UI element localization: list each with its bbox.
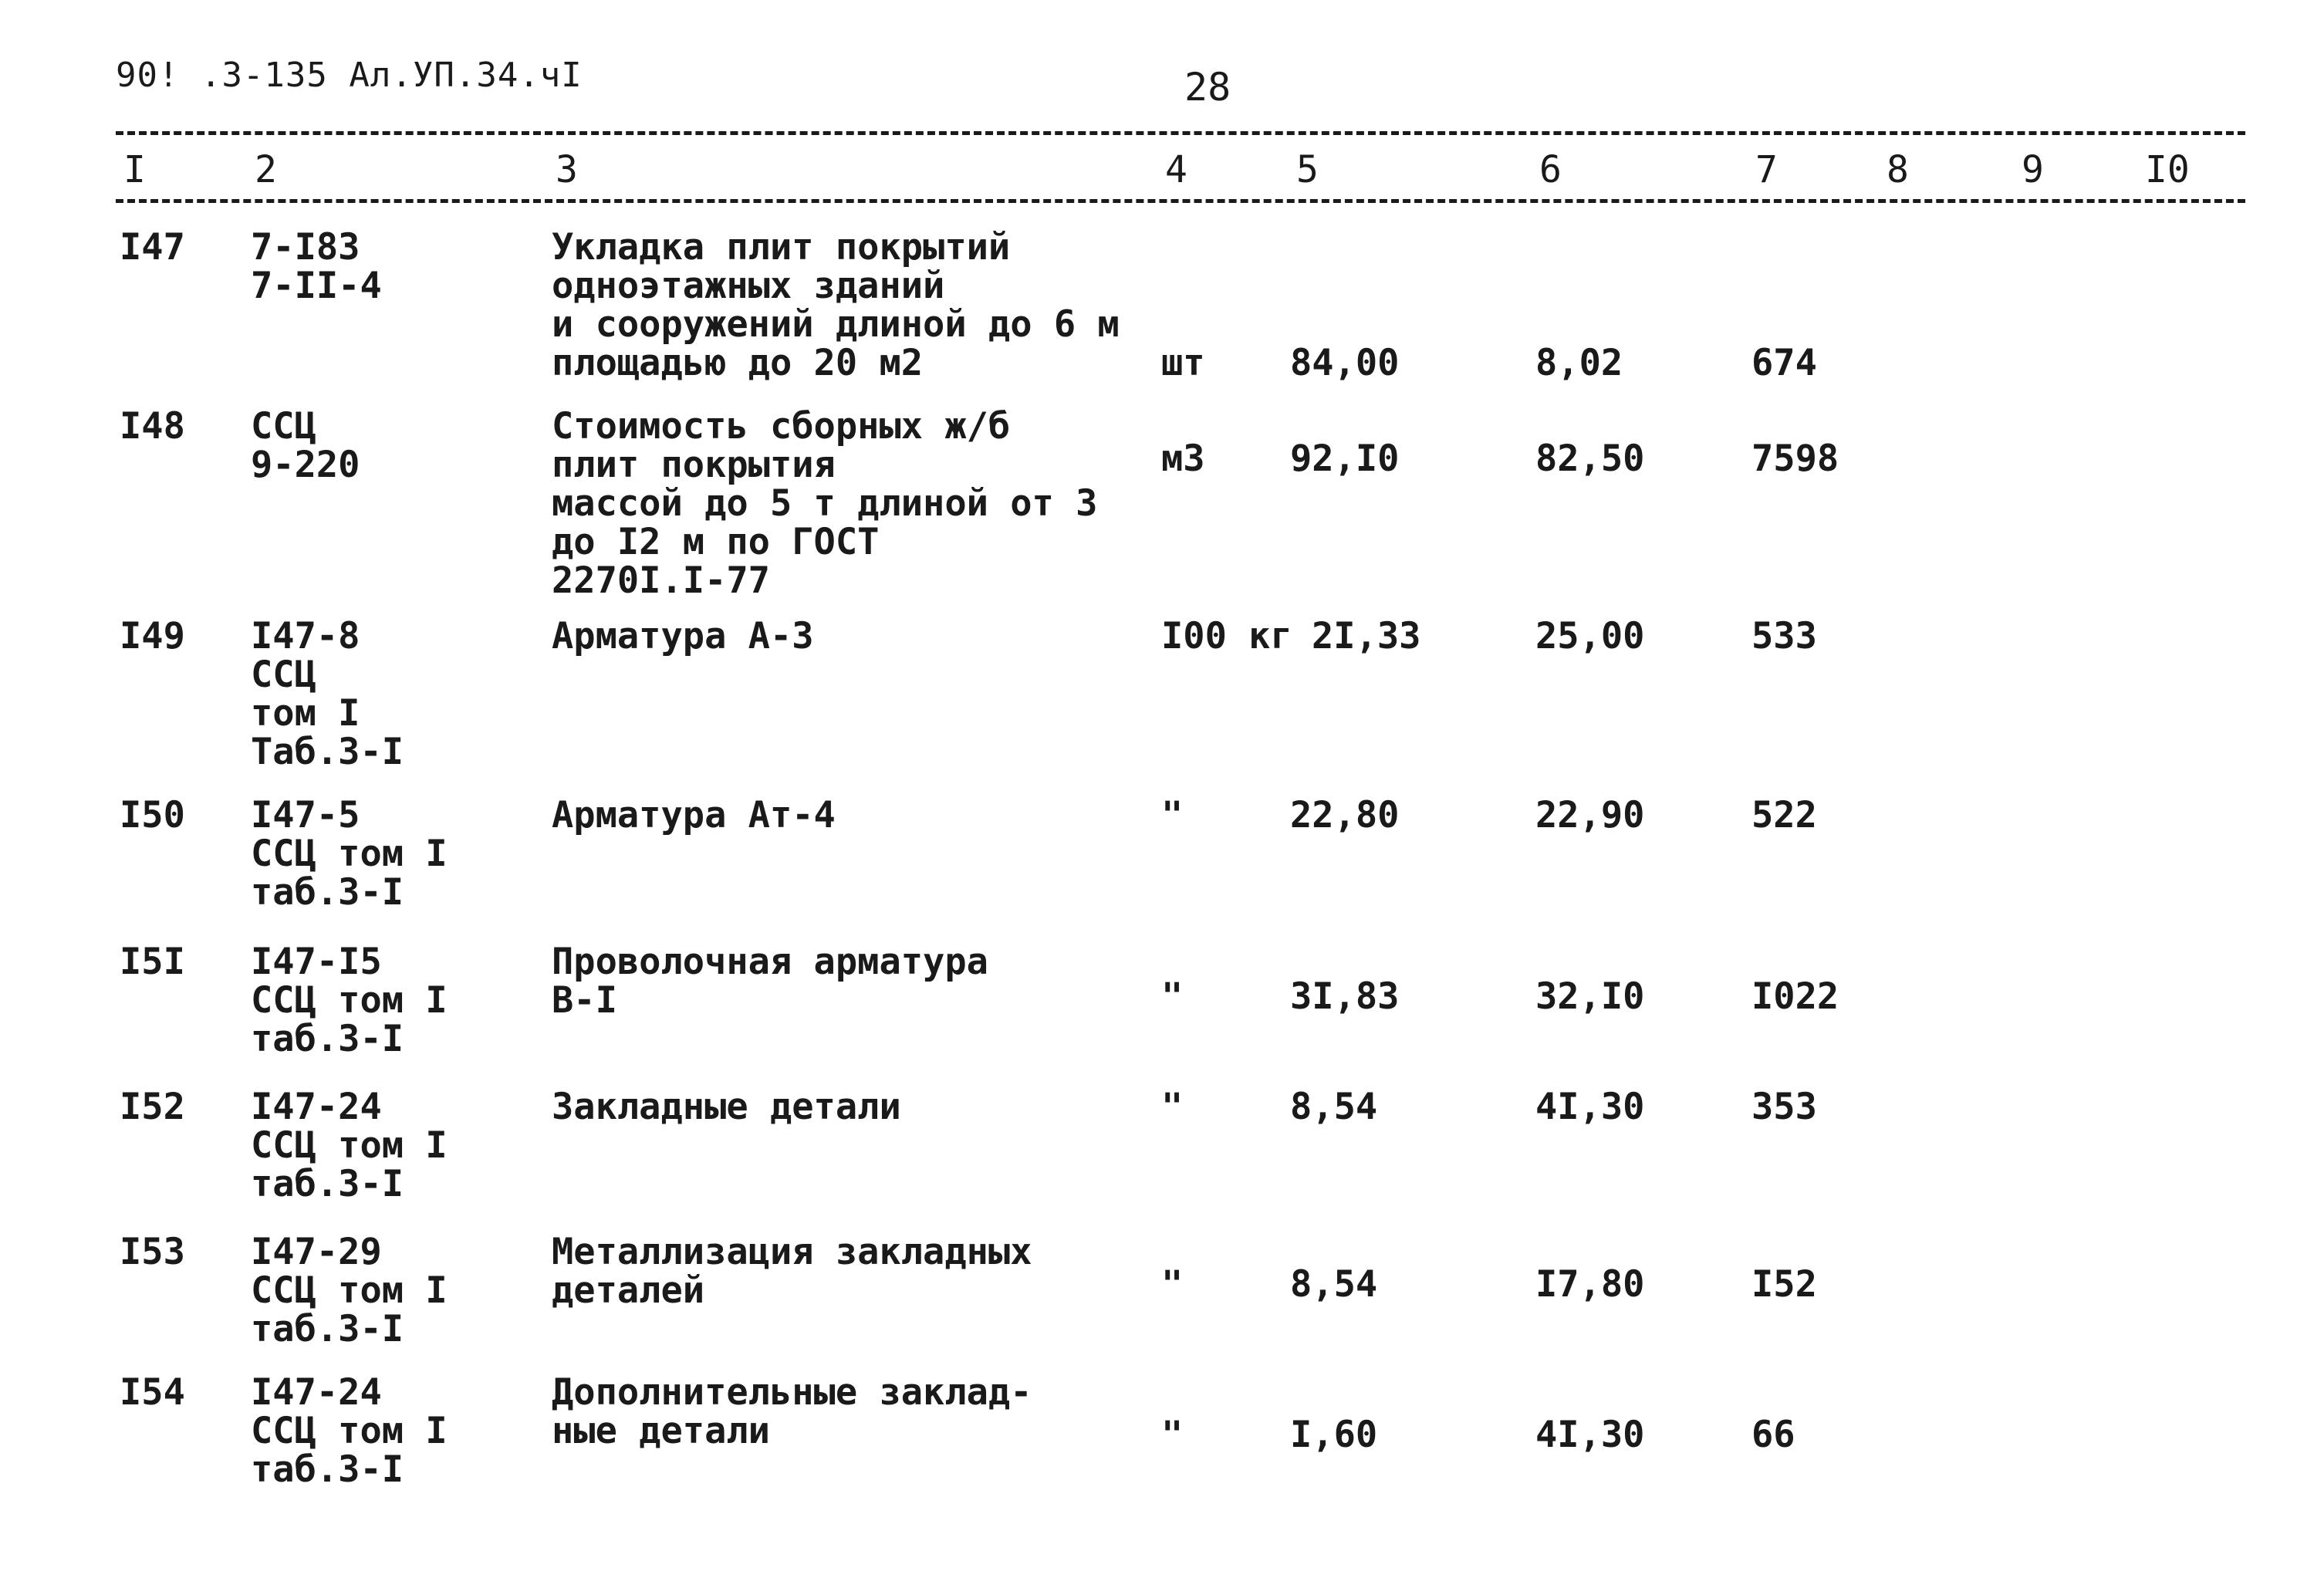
row-code: I47-5 ССЦ том I таб.3-I <box>251 794 448 914</box>
row-number: I49 <box>120 615 185 657</box>
row-total: 533 <box>1751 615 1817 657</box>
row-price: 22,90 <box>1535 794 1645 836</box>
column-header-8: 8 <box>1887 148 1909 191</box>
row-total: 522 <box>1751 794 1817 836</box>
row-quantity: 22,80 <box>1290 794 1400 836</box>
row-unit: " <box>1161 1263 1184 1306</box>
row-name: Стоимость сборных ж/б плит покрытия массой до 5 т длиной от 3 до I2 м по ГОСТ 2270I.I-77 <box>552 405 1098 602</box>
row-quantity: 84,00 <box>1290 342 1400 384</box>
row-unit: " <box>1161 1414 1184 1456</box>
row-name: Арматура Ат-4 <box>552 794 836 836</box>
column-header-6: 6 <box>1539 148 1562 191</box>
row-name: Дополнительные заклад- ные детали <box>552 1371 1032 1452</box>
row-name: Арматура А-3 <box>552 615 814 657</box>
column-header-10: I0 <box>2145 148 2190 191</box>
row-unit: " <box>1161 1086 1184 1128</box>
row-unit: шт <box>1161 342 1205 384</box>
row-quantity: 92,I0 <box>1290 438 1400 480</box>
row-unit: " <box>1161 794 1184 836</box>
row-quantity: 3I,83 <box>1290 975 1400 1018</box>
row-number: I5I <box>120 941 185 983</box>
header-bottom-rule <box>116 199 2245 203</box>
row-name: Проволочная арматура В-I <box>552 941 988 1022</box>
row-unit: I00 кг <box>1161 615 1292 657</box>
column-header-5: 5 <box>1296 148 1319 191</box>
row-name: Укладка плит покрытий одноэтажных зданий и сооружений длиной до 6 м площадью до 20 м2 <box>552 226 1120 384</box>
row-price: 4I,30 <box>1535 1414 1645 1456</box>
row-code: I47-8 ССЦ том I Таб.3-I <box>251 615 404 773</box>
column-header-1: I <box>123 148 146 191</box>
column-header-4: 4 <box>1165 148 1187 191</box>
row-name: Металлизация закладных деталей <box>552 1231 1032 1312</box>
row-code: 7-I83 7-II-4 <box>251 226 382 307</box>
row-number: I48 <box>120 405 185 448</box>
row-number: I50 <box>120 794 185 836</box>
row-total: 674 <box>1751 342 1817 384</box>
column-header-2: 2 <box>255 148 277 191</box>
document-code: 90! .3-135 Ал.УП.34.чI <box>116 56 583 95</box>
row-price: 82,50 <box>1535 438 1645 480</box>
row-number: I52 <box>120 1086 185 1128</box>
row-unit: " <box>1161 975 1184 1018</box>
column-header-7: 7 <box>1755 148 1778 191</box>
header-top-rule <box>116 131 2245 135</box>
row-total: I022 <box>1751 975 1839 1018</box>
row-total: I52 <box>1751 1263 1817 1306</box>
column-header-3: 3 <box>556 148 578 191</box>
row-code: I47-I5 ССЦ том I таб.3-I <box>251 941 448 1060</box>
row-code: ССЦ 9-220 <box>251 405 360 486</box>
page-number: 28 <box>1184 65 1231 110</box>
row-price: 4I,30 <box>1535 1086 1645 1128</box>
column-header-9: 9 <box>2022 148 2044 191</box>
row-price: 32,I0 <box>1535 975 1645 1018</box>
row-code: I47-29 ССЦ том I таб.3-I <box>251 1231 448 1350</box>
row-number: I47 <box>120 226 185 269</box>
row-price: I7,80 <box>1535 1263 1645 1306</box>
row-quantity: 2I,33 <box>1312 615 1421 657</box>
row-code: I47-24 ССЦ том I таб.3-I <box>251 1086 448 1205</box>
row-total: 353 <box>1751 1086 1817 1128</box>
row-quantity: 8,54 <box>1290 1263 1378 1306</box>
row-code: I47-24 ССЦ том I таб.3-I <box>251 1371 448 1491</box>
row-quantity: 8,54 <box>1290 1086 1378 1128</box>
row-price: 25,00 <box>1535 615 1645 657</box>
row-number: I54 <box>120 1371 185 1414</box>
row-number: I53 <box>120 1231 185 1273</box>
row-name: Закладные детали <box>552 1086 901 1128</box>
row-quantity: I,60 <box>1290 1414 1378 1456</box>
row-price: 8,02 <box>1535 342 1623 384</box>
row-unit: м3 <box>1161 438 1205 480</box>
row-total: 7598 <box>1751 438 1839 480</box>
row-total: 66 <box>1751 1414 1795 1456</box>
